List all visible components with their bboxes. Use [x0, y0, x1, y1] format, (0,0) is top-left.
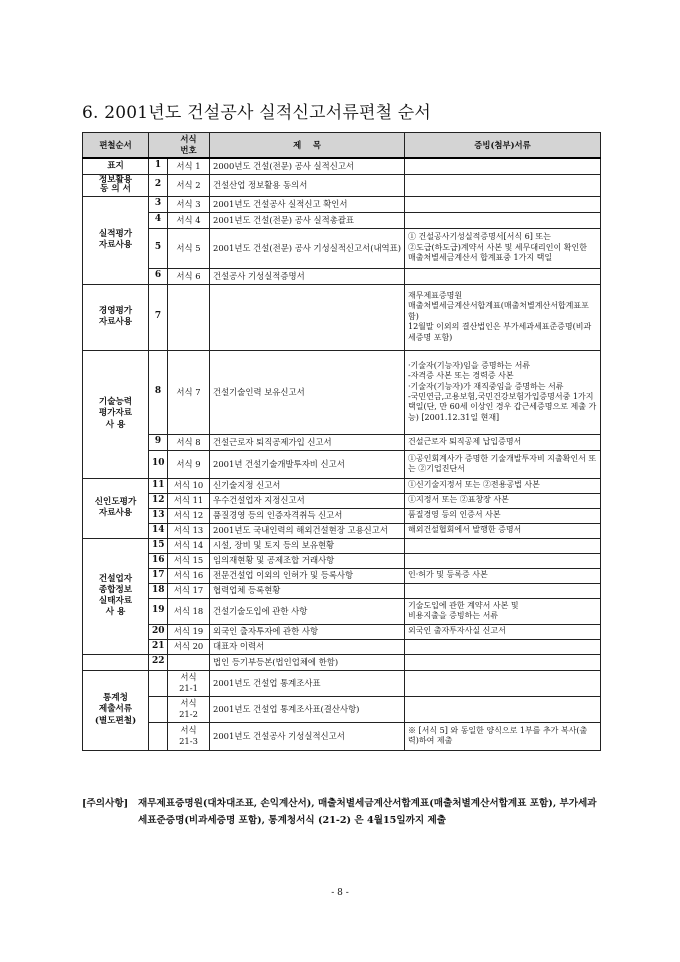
document-title: 건설기술인력 보유신고서	[210, 350, 405, 434]
evidence-docs: 외국인 출자투자사실 신고서	[405, 624, 601, 639]
evidence-docs	[405, 174, 601, 196]
evidence-docs: 기술도입에 관한 계약서 사본 및 비용지출을 증빙하는 서류	[405, 598, 601, 624]
form-number: 서식 21-2	[168, 696, 210, 722]
form-number: 서식 21-3	[168, 722, 210, 750]
category-consent: 정보활용 동 의 서	[83, 174, 149, 196]
document-title: 법인 등기부등본(법인업체에 한함)	[210, 654, 405, 670]
row-number: 3	[149, 196, 168, 212]
table-row	[83, 174, 601, 196]
table-row	[83, 158, 601, 174]
evidence-docs	[405, 639, 601, 654]
evidence-docs: ①지정서 또는 ②표창장 사본	[405, 493, 601, 508]
caution-label: [주의사항]	[82, 798, 129, 809]
category-info: 건설업자 종합정보 실태자료 사 용	[83, 538, 149, 654]
evidence-docs: ① 건설공사기성실적증명서[서식 6] 또는 ②도급(하도급)계약서 사본 및 세무대리인이 확인한 매출처별세금계산서 합계표중 1가지 택일	[405, 228, 601, 268]
evidence-docs: ※ [서식 5] 와 동일한 양식으로 1부를 추가 복사(출력)하여 제출	[405, 722, 601, 750]
form-number: 서식 13	[168, 523, 210, 538]
row-number: 17	[149, 568, 168, 583]
category-empty	[83, 654, 149, 670]
form-number: 서식 12	[168, 508, 210, 523]
table-row	[83, 523, 601, 538]
evidence-docs: 재무제표증명원 매출처별세금계산서합계표(매출처별계산서합계표포함) 12월말 이외의 결산법인은 부가세과세표준증명(비과세증명 포함)	[405, 284, 601, 350]
document-title: 우수건설업자 지정신고서	[210, 493, 405, 508]
row-number: 8	[149, 350, 168, 434]
row-number: 9	[149, 434, 168, 450]
form-number: 서식 19	[168, 624, 210, 639]
document-title: 임의재현황 및 공제조합 거래사항	[210, 553, 405, 568]
document-title: 2001년 건설기술개발투자비 신고서	[210, 450, 405, 478]
row-number: 6	[149, 268, 168, 284]
row-number: 14	[149, 523, 168, 538]
page-title: 6. 2001년도 건설공사 실적신고서류편철 순서	[82, 103, 432, 123]
table-row	[83, 696, 601, 722]
header-form-no: 서식 번호	[149, 133, 210, 159]
document-title: 전문건설업 이외의 인허가 및 등록사항	[210, 568, 405, 583]
table-row	[83, 434, 601, 450]
table-row	[83, 538, 601, 553]
document-title	[210, 284, 405, 350]
table-row	[83, 228, 601, 268]
evidence-docs: 해외건설협회에서 발행한 증명서	[405, 523, 601, 538]
document-title: 외국인 출자투자에 관한 사항	[210, 624, 405, 639]
document-title: 신기술지정 신고서	[210, 478, 405, 493]
row-number: 13	[149, 508, 168, 523]
category-tech: 기술능력 평가자료 사 용	[83, 350, 149, 478]
form-number	[168, 654, 210, 670]
row-number: 5	[149, 228, 168, 268]
document-title: 건설산업 정보활용 동의서	[210, 174, 405, 196]
category-evaluation: 실적평가 자료사용	[83, 196, 149, 284]
category-credit: 신인도평가 자료사용	[83, 478, 149, 538]
row-number: 21	[149, 639, 168, 654]
form-number: 서식 15	[168, 553, 210, 568]
form-number: 서식 10	[168, 478, 210, 493]
document-title: 2001년도 건설업 통계조사표(결산사항)	[210, 696, 405, 722]
form-number: 서식 5	[168, 228, 210, 268]
row-number: 11	[149, 478, 168, 493]
page-number: - 8 -	[331, 888, 349, 898]
evidence-docs: ①공인회계사가 증명한 기술개발투자비 지출확인서 또는 ②기업진단서	[405, 450, 601, 478]
category-cover: 표지	[83, 158, 149, 174]
category-stats: 통계청 제출서류 (별도편철)	[83, 670, 149, 750]
document-title: 2001년도 국내인력의 해외건설현장 고용신고서	[210, 523, 405, 538]
form-number: 서식 4	[168, 212, 210, 228]
row-number: 2	[149, 174, 168, 196]
table-row	[83, 624, 601, 639]
form-number	[168, 284, 210, 350]
form-number: 서식 6	[168, 268, 210, 284]
form-number: 서식 7	[168, 350, 210, 434]
evidence-docs	[405, 670, 601, 696]
table-row	[83, 639, 601, 654]
table-row	[83, 722, 601, 750]
evidence-docs	[405, 538, 601, 553]
row-number: 4	[149, 212, 168, 228]
row-number	[149, 696, 168, 722]
evidence-docs	[405, 553, 601, 568]
evidence-docs	[405, 583, 601, 598]
evidence-docs	[405, 268, 601, 284]
form-number: 서식 11	[168, 493, 210, 508]
form-number: 서식 9	[168, 450, 210, 478]
row-number: 22	[149, 654, 168, 670]
document-title: 2001년도 건설공사 기성실적신고서	[210, 722, 405, 750]
form-number: 서식 1	[168, 158, 210, 174]
evidence-docs: 인·허가 및 등록증 사본	[405, 568, 601, 583]
row-number	[149, 722, 168, 750]
document-title: 건설근로자 퇴직공제가입 신고서	[210, 434, 405, 450]
document-title: 2000년도 건설(전문) 공사 실적신고서	[210, 158, 405, 174]
evidence-docs: ·기술자(기능자)임을 증명하는 서류 -자격증 사본 또는 경력증 사본 ·기술자(기능자)가 재직중임을 증명하는 서류 -국민연금,고용보험,국민건강보험가입증명서중 1가지 택일(단, 만 60세 이상인 경우 갑근세증명으로 제출 가능) [2001.12.31일 현재]	[405, 350, 601, 434]
table-row	[83, 670, 601, 696]
document-title: 협력업체 등록현황	[210, 583, 405, 598]
evidence-docs: 품질경영 등의 인증서 사본	[405, 508, 601, 523]
document-title: 시설, 장비 및 토지 등의 보유현황	[210, 538, 405, 553]
table-row	[83, 284, 601, 350]
row-number: 16	[149, 553, 168, 568]
document-title: 2001년도 건설업 통계조사표	[210, 670, 405, 696]
table-row	[83, 508, 601, 523]
table-row	[83, 568, 601, 583]
document-title: 대표자 이력서	[210, 639, 405, 654]
evidence-docs: 건설근로자 퇴직공제 납입증명서	[405, 434, 601, 450]
table-row	[83, 268, 601, 284]
document-title: 2001년도 건설(전문) 공사 기성실적신고서(내역표)	[210, 228, 405, 268]
form-number: 서식 21-1	[168, 670, 210, 696]
row-number: 10	[149, 450, 168, 478]
table-row	[83, 450, 601, 478]
document-title: 건설기술도입에 관한 사항	[210, 598, 405, 624]
form-number: 서식 3	[168, 196, 210, 212]
evidence-docs: ①신기술지정서 또는 ②전용공법 사본	[405, 478, 601, 493]
form-number: 서식 18	[168, 598, 210, 624]
form-number: 서식 14	[168, 538, 210, 553]
table-row	[83, 478, 601, 493]
row-number: 15	[149, 538, 168, 553]
row-number: 1	[149, 158, 168, 174]
form-number: 서식 8	[168, 434, 210, 450]
table-row	[83, 350, 601, 434]
header-category: 편철순서	[83, 133, 149, 159]
table-row	[83, 583, 601, 598]
table-row	[83, 493, 601, 508]
form-number: 서식 17	[168, 583, 210, 598]
document-title: 2001년도 건설(전문) 공사 실적총괄표	[210, 212, 405, 228]
row-number: 18	[149, 583, 168, 598]
evidence-docs	[405, 212, 601, 228]
table-row	[83, 212, 601, 228]
table-row	[83, 598, 601, 624]
document-title: 품질경영 등의 인증자격취득 신고서	[210, 508, 405, 523]
evidence-docs	[405, 158, 601, 174]
category-management: 경영평가 자료사용	[83, 284, 149, 350]
row-number: 19	[149, 598, 168, 624]
caution-note	[82, 796, 602, 830]
form-number: 서식 20	[168, 639, 210, 654]
row-number: 20	[149, 624, 168, 639]
document-title: 건설공사 기성실적증명서	[210, 268, 405, 284]
caution-text: 재무제표증명원(대차대조표, 손익계산서), 매출처별세금계산서합계표(매출처별계산서합계표 포함), 부가세과세표준증명(비과세증명 포함), 통계청서식 (21-2) 은 4월15일까지 제출	[138, 798, 597, 826]
header-subject: 제 목	[210, 133, 405, 159]
row-number: 12	[149, 493, 168, 508]
form-number: 서식 2	[168, 174, 210, 196]
document-title: 2001년도 건설공사 실적신고 확인서	[210, 196, 405, 212]
table-row	[83, 654, 601, 670]
row-number: 7	[149, 284, 168, 350]
header-evidence: 증빙(첨부)서류	[405, 133, 601, 159]
table-header-row	[83, 133, 601, 159]
evidence-docs	[405, 196, 601, 212]
document-table	[82, 132, 601, 751]
table-row	[83, 196, 601, 212]
table-row	[83, 553, 601, 568]
evidence-docs	[405, 654, 601, 670]
row-number	[149, 670, 168, 696]
form-number: 서식 16	[168, 568, 210, 583]
evidence-docs	[405, 696, 601, 722]
